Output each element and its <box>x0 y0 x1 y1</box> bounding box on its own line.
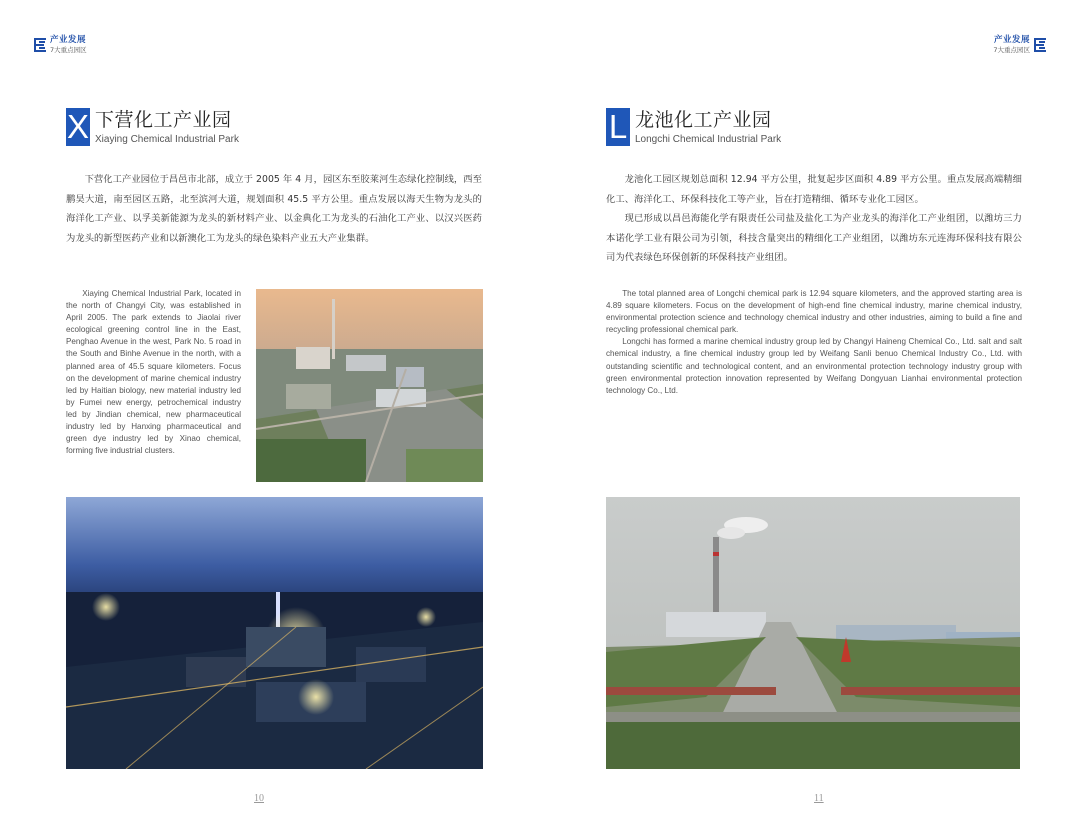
section-title-en: Longchi Chemical Industrial Park <box>635 134 782 145</box>
xiaying-night-photo <box>66 497 483 769</box>
longchi-description-cn-p1: 龙池化工园区规划总面积 12.94 平方公里，批复起步区面积 4.89 平方公里。重点发展高端精细化工、海洋化工、环保科技化工等产业，旨在打造精细、循环专业化工园区。 <box>606 174 1022 205</box>
longchi-description-cn <box>606 170 1022 268</box>
header-subtitle: 7大重点园区 <box>50 45 87 54</box>
page-number-left: 10 <box>254 793 264 804</box>
longchi-description-en-p1: The total planned area of Longchi chemical park is 12.94 square kilometers, and the approved starting area is 4.89 square kilometers. Focus on the development of high-end fine chemical industry, marine chemical industry, environmental protection science and technology chemical industry and other industries, aiming to build a fine and recycling professional chemical park. <box>606 289 1022 335</box>
header-left <box>33 36 87 53</box>
header-title: 产业发展 <box>993 35 1030 45</box>
section-title-en: Xiaying Chemical Industrial Park <box>95 134 239 145</box>
header-title: 产业发展 <box>50 35 87 45</box>
longchi-description-cn-p2: 现已形成以昌邑海能化学有限责任公司盐及盐化工为产业龙头的海洋化工产业组团，以潍坊三力本诺化学工业有限公司为引领，科技含量突出的精细化工产业组团，以潍坊东元连海环保科技有限公司为代表绿色环保创新的环保科技产业组团。 <box>606 213 1022 263</box>
section-title-cn: 龙池化工产业园 <box>635 109 772 131</box>
xiaying-description-en: Xiaying Chemical Industrial Park, located in the north of Changyi City, was established in April 2005. The park extends to Jiaolai river ecological greening control line in the East, Penghao Avenue in the west, Park No. 5 road in the South and Binhe Avenue in the north, with a planned area of 45.5 square kilometers. Focus on the development of marine chemical industry led by Haitian biology, new material industry led by Fumei new energy, petrochemical industry led by Jindian chemical, new pharmaceutical industry led by Hanxing pharmaceutical and green dye industry led by Xinao chemical, forming five industrial clusters. <box>66 289 241 456</box>
chapter-logo-icon <box>33 37 47 53</box>
longchi-description-en <box>606 288 1022 397</box>
header-right <box>993 36 1047 53</box>
page-number-right: 11 <box>814 793 824 804</box>
longchi-avenue-photo <box>606 497 1020 769</box>
section-letter: L <box>606 108 630 146</box>
longchi-description-en-p2: Longchi has formed a marine chemical industry group led by Changyi Haineng Chemical Co., Ltd. salt and salt chemical industry, a fine chemical industry group led by Weifang Sanli benuo Chemical Industry Co., Ltd. with outstanding scientific and technological content, and an environmental protection technology industry group with green environmental protection innovation represented by Weifang Dongyuan Lianhai environmental protection technology Co., Ltd. <box>606 337 1022 395</box>
chapter-logo-icon <box>1033 37 1047 53</box>
section-title-cn: 下营化工产业园 <box>95 109 232 131</box>
header-subtitle: 7大重点园区 <box>993 45 1030 54</box>
section-title-longchi <box>606 108 781 146</box>
section-letter: X <box>66 108 89 145</box>
xiaying-aerial-photo <box>256 289 483 482</box>
xiaying-description-cn: 下营化工产业园位于昌邑市北部，成立于 2005 年 4 月，园区东至胶莱河生态绿化控制线，西至鹏昊大道，南至园区五路，北至滨河大道，规划面积 45.5 平方公里。重点发展以海天生物为龙头的海洋化工产业、以孚美新能源为龙头的新材料产业、以金典化工为龙头的石油化工产业、以汉兴医药为龙头的新型医药产业和以新澳化工为龙头的绿色染料产业五大产业集群。 <box>66 174 482 244</box>
section-title-xiaying <box>66 108 239 146</box>
